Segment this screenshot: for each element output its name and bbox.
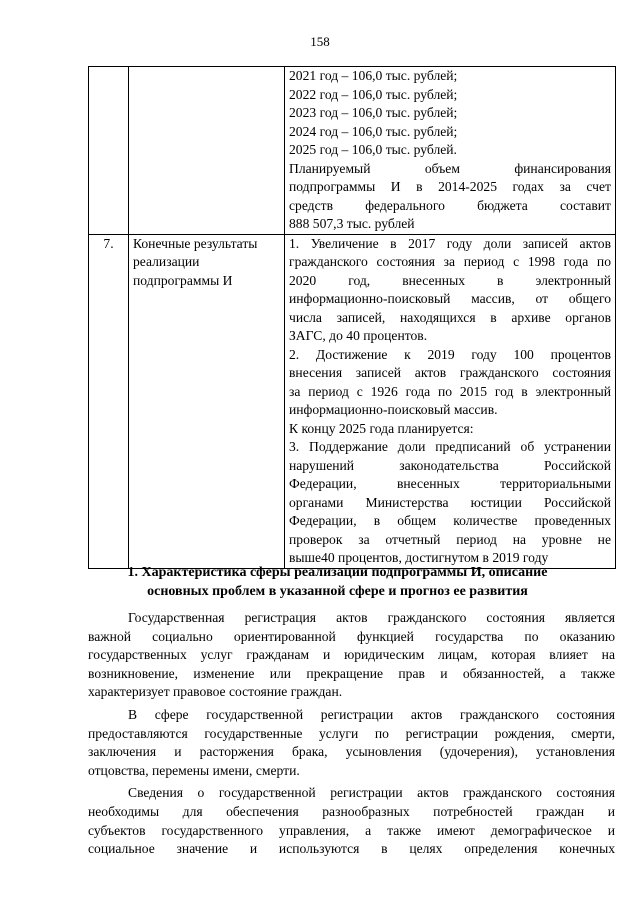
financing-total-amount: 888 507,3 тыс. рублей [289,216,415,231]
body-text [88,609,615,863]
body-paragraph [88,609,615,702]
financing-year-line: 2022 год – 106,0 тыс. рублей; [289,86,458,102]
paragraph-line: субъектов государственного управления, а также имеют демографическое и [88,822,615,838]
financing-value-cell [285,67,616,235]
financing-year-line: 2025 год – 106,0 тыс. рублей. [289,142,457,157]
final-results-line: за период с 1926 года по 2015 год в электронный [289,383,611,399]
paragraph-line: государственных услуг гражданам и юридическим лицам, которая влияет на [88,647,615,663]
financing-year-line: 2024 год – 106,0 тыс. рублей; [289,123,458,139]
paragraph-line: В сфере государственной регистрации актов гражданского состояния [128,706,615,722]
paragraph-line: заключения и расторжения брака, усыновления (удочерения), установления [88,744,615,760]
final-results-line: гражданского состояния за период с 1998 года по [289,254,611,269]
final-results-line: нарушений законодательства Российской [289,457,611,473]
final-results-line: 2020 год, внесенных в электронный [289,272,611,288]
row-name-line: подпрограммы И [133,272,233,288]
row-name-line: Конечные результаты [133,235,258,251]
paragraph-line: возникновение, изменение или прекращение прав и обязанностей, а также [88,665,615,681]
final-results-line: выше40 процентов, достигнутом в 2019 году [289,550,549,565]
financing-total-text-line: средств федерального бюджета составит [289,197,611,213]
final-results-line: Федерации, внесенных территориальными [289,476,611,491]
row-number-cell: 7. [89,234,129,568]
body-paragraph [88,784,615,858]
financing-total-text-line: Планируемый объем финансирования [289,160,611,176]
final-results-line: 1. Увеличение в 2017 году доли записей актов [289,235,611,251]
paragraph-line: социальное значение и используются в целях определения конечных [88,841,615,857]
paragraph-line: важной социально ориентированной функцией государства по оказанию [88,628,615,644]
financing-year-line: 2021 год – 106,0 тыс. рублей; [289,68,458,83]
row-name-cell [129,67,285,235]
program-passport-table [88,66,616,569]
table-row-financing-continued [89,67,616,235]
final-results-line: органами Министерства юстиции Российской [289,494,611,510]
paragraph-line: характеризует правовое состояние граждан. [88,684,343,700]
final-results-line: числа записей, находящихся в архиве органов [289,309,611,325]
final-results-value-cell [285,234,616,568]
paragraph-line: необходимы для обеспечения разнообразных потребностей граждан и [88,803,615,819]
section-heading-line: основных проблем в указанной сфере и прогноз ее развития [147,584,528,599]
final-results-line: информационно-поисковый массив. [289,402,498,417]
final-results-line: внесения записей актов гражданского состояния [289,365,611,380]
row-name-cell [129,234,285,568]
page-number: 158 [310,34,330,49]
paragraph-line: Сведения о государственной регистрации актов гражданского состояния [128,785,615,801]
final-results-line: проверок за отчетный период на уровне не [289,531,611,547]
section-heading-line: 1. Характеристика сферы реализации подпрограммы И, описание [127,565,548,580]
final-results-line: 3. Поддержание доли предписаний об устранении [289,439,611,454]
final-results-line: 2. Достижение к 2019 году 100 процентов [289,346,611,362]
table-row-final-results [89,234,616,568]
financing-total-text-line: подпрограммы И в 2014-2025 годах за счет [289,179,611,194]
section-heading [100,563,575,601]
body-paragraph [88,706,615,780]
final-results-line: информационно-поисковый массив, от общего [289,291,611,306]
paragraph-line: отцовства, перемены имени, смерти. [88,762,300,778]
paragraph-line: предоставляются государственные услуги по регистрации рождения, смерти, [88,725,615,741]
row-number-cell [89,67,129,235]
final-results-line: Федерации, в общем количестве проведенных [289,513,611,528]
paragraph-line: Государственная регистрация актов гражданского состояния является [128,610,615,625]
final-results-line: К концу 2025 года планируется: [289,420,474,436]
row-name-line: реализации [133,254,200,269]
financing-year-line: 2023 год – 106,0 тыс. рублей; [289,105,458,120]
final-results-line: ЗАГС, до 40 процентов. [289,328,428,343]
